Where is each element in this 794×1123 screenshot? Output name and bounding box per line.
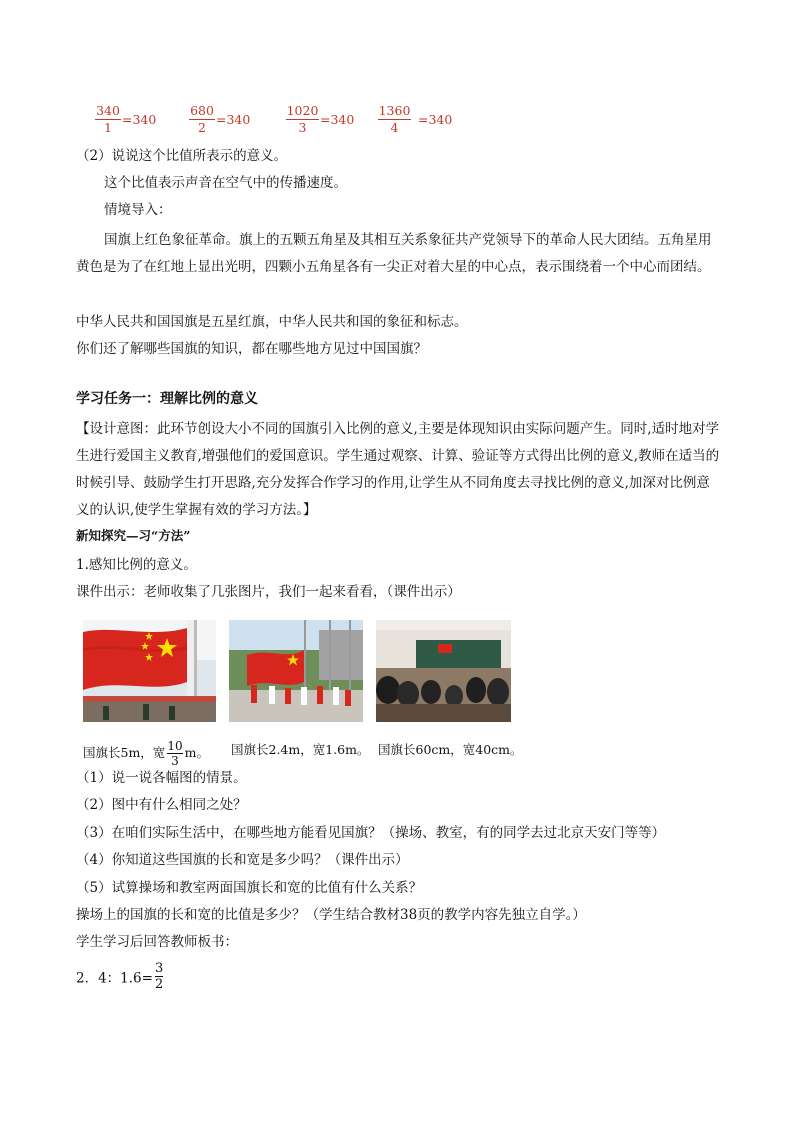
flag-photo-tiananmen — [83, 620, 216, 722]
fraction-result: =340 — [418, 112, 453, 127]
intro-paragraph — [76, 227, 716, 281]
question-2-answer: 这个比值表示声音在空气中的传播速度。 — [104, 175, 347, 191]
caption-1-fraction — [167, 740, 182, 767]
new-knowledge-heading: 新知探究—习“方法” — [76, 528, 191, 543]
question-list-item-2: （2）图中有什么相同之处？ — [76, 797, 247, 813]
design-intent-paragraph — [76, 416, 722, 524]
fraction-numerator: 680 — [190, 103, 214, 118]
caption-flag-1 — [83, 740, 209, 767]
task-title: 学习任务一：理解比例的意义 — [76, 391, 258, 407]
question-list-item-3: （3）在咱们实际生活中，在哪些地方能看见国旗？（操场、教室，有的同学去过北京天安门等等） — [76, 825, 666, 841]
ratio-formula-numerator: 3 — [154, 961, 164, 976]
fraction-result: =340 — [320, 112, 355, 127]
board-intro: 学生学习后回答教师板书： — [76, 934, 238, 950]
fraction-result: =340 — [122, 112, 157, 127]
caption-flag-3: 国旗长60cm，宽40cm。 — [378, 742, 523, 757]
flag-question-text: 你们还了解哪些国旗的知识，都在哪些地方见过中国国旗？ — [76, 341, 427, 357]
ratio-formula-left: 2．4：1.6= — [76, 970, 153, 987]
fraction-numerator: 340 — [96, 103, 120, 118]
design-intent-text: 【设计意图：此环节创设大小不同的国旗引入比例的意义,主要是体现知识由实际问题产生。同时,适时地对学生进行爱国主义教育,增强他们的爱国意识。学生通过观察、计算、验证等方式得出比例的意义,教师在适当的时候引导、鼓励学生打开思路,充分发挥合作学习的作用,让学生从不同角度去寻找比例的意义,加深对比例意义的认识,使学生掌握有效的学习方法。】 — [76, 421, 720, 518]
caption-1-suffix: m。 — [184, 745, 209, 760]
caption-1-prefix: 国旗长5m，宽 — [83, 745, 166, 760]
ratio-formula — [76, 962, 165, 991]
perceive-heading: 1.感知比例的意义。 — [76, 557, 197, 573]
intro-paragraph-text: 国旗上红色象征革命。旗上的五颗五角星及其相互关系象征共产党领导下的革命人民大团结。五角星用黄色是为了在红地上显出光明，四颗小五角星各有一尖正对着大星的中心点，表示围绕着一个中心而团结。 — [76, 232, 712, 275]
intro-label: 情境导入： — [104, 202, 172, 218]
fraction-numerator: 1360 — [378, 103, 411, 118]
flag-photo-tiananmen-svg — [83, 620, 216, 722]
question-list-item-5: （5）试算操场和教室两面国旗长和宽的比值有什么关系？ — [76, 880, 423, 896]
fraction-denominator: 2 — [198, 120, 206, 135]
ratio-formula-denominator: 2 — [154, 977, 164, 992]
fraction-numerator: 1020 — [286, 103, 319, 118]
question-2: （2）说说这个比值所表示的意义。 — [76, 148, 288, 164]
fraction-2 — [189, 104, 215, 135]
flag-symbol-text: 中华人民共和国国旗是五星红旗，中华人民共和国的象征和标志。 — [76, 314, 468, 330]
flag-photo-ceremony — [229, 620, 363, 722]
fraction-result: =340 — [216, 112, 251, 127]
playground-question: 操场上的国旗的长和宽的比值是多少？（学生结合教材38页的教学内容先独立自学。） — [76, 907, 586, 923]
fraction-3 — [286, 104, 319, 135]
fraction-1 — [95, 104, 121, 135]
question-list-item-1: （1）说一说各幅图的情景。 — [76, 770, 247, 786]
courseware-text: 课件出示：老师收集了几张图片，我们一起来看看，（课件出示） — [76, 584, 461, 600]
fraction-denominator: 1 — [104, 120, 112, 135]
caption-1-numerator: 10 — [167, 739, 183, 753]
fraction-denominator: 4 — [390, 120, 399, 135]
flag-photo-ceremony-svg — [229, 620, 363, 722]
ratio-formula-fraction — [155, 962, 163, 991]
flag-photo-classroom — [376, 620, 511, 722]
fraction-denominator: 3 — [298, 120, 307, 135]
fraction-4 — [378, 104, 411, 135]
caption-1-denominator: 3 — [171, 754, 179, 768]
caption-flag-2: 国旗长2.4m，宽1.6m。 — [231, 742, 370, 757]
flag-photo-classroom-svg — [376, 620, 511, 722]
question-list-item-4: （4）你知道这些国旗的长和宽是多少吗？（课件出示） — [76, 852, 409, 868]
